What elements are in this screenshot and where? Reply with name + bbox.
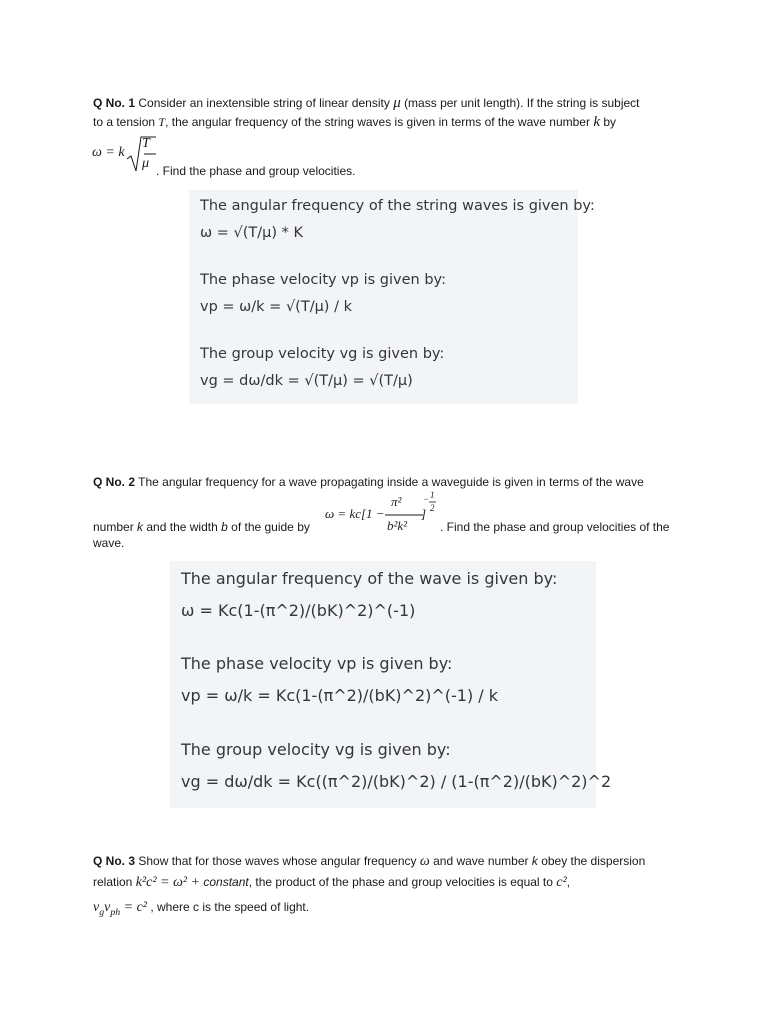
- q3-text-b: and wave number: [433, 854, 529, 868]
- q1-k: k: [593, 114, 600, 130]
- q3-relation: k²c² = ω² +: [135, 875, 201, 890]
- q3-equation: [93, 900, 147, 918]
- q1-answer-line3: The phase velocity vp is given by:: [200, 272, 446, 288]
- q1-line1: [93, 94, 640, 112]
- q2-line2-c: of the guide by: [231, 520, 310, 534]
- q1-answer-line6: vg = dω/dk = √(T/μ) = √(T/μ): [200, 373, 413, 389]
- q3-line1: [93, 852, 645, 871]
- q3-line3: [93, 898, 309, 922]
- q3-eq-sub1: g: [99, 906, 105, 918]
- q2-eq-num: π²: [391, 494, 402, 509]
- q2-eq-den: b²k²: [387, 518, 408, 533]
- q2-equation: [325, 490, 445, 535]
- q1-line2-b: , the angular frequency of the string waves is given in terms of the wave number: [165, 115, 590, 129]
- q2-answer-line6: vg = dω/dk = Kc((π^2)/(bK)^2) / (1-(π^2)/(bK)^2)^2: [181, 772, 612, 791]
- q2-answer-line1: The angular frequency of the wave is given by:: [181, 569, 558, 588]
- q2-answer-line2: ω = Kc(1-(π^2)/(bK)^2)^(-1): [181, 601, 416, 620]
- q1-answer-line2: ω = √(T/μ) * K: [200, 225, 304, 241]
- q1-mu: μ: [393, 95, 401, 111]
- q2-answer-line3: The phase velocity vp is given by:: [181, 654, 453, 673]
- q2-eq-rhs: ]: [421, 506, 427, 521]
- q1-label: Q No. 1: [93, 96, 136, 110]
- q2-answer-line5: The group velocity vg is given by:: [181, 740, 451, 759]
- q2-answer-box: [170, 561, 612, 808]
- sqrt-symbol: [126, 135, 156, 175]
- q3-text-a: Show that for those waves whose angular frequency: [138, 854, 417, 868]
- q1-answer-line4: vp = ω/k = √(T/μ) / k: [200, 299, 352, 315]
- q2-line2-a: number: [93, 520, 134, 534]
- q1-answer-box: [189, 190, 595, 404]
- q1-equation: [92, 135, 162, 175]
- q2-line3: wave.: [93, 536, 125, 550]
- q3-label: Q No. 3: [93, 854, 136, 868]
- q1-after-eq: . Find the phase and group velocities.: [156, 164, 356, 178]
- q2-text-a: The angular frequency for a wave propagating inside a waveguide is given in terms of the wave: [138, 475, 644, 489]
- q3-after-eq: , where c is the speed of light.: [150, 900, 310, 914]
- q3-line2-b: , the product of the phase and group velocities is equal to: [248, 875, 553, 889]
- q2-after-eq: . Find the phase and group velocities of the: [440, 520, 670, 534]
- q3-omega: ω: [419, 854, 430, 869]
- q1-answer-line5: The group velocity vg is given by:: [200, 346, 445, 362]
- q1-answer-line1: The angular frequency of the string waves is given by:: [200, 198, 595, 214]
- q2-k: k: [137, 520, 144, 534]
- q2-b: b: [221, 520, 228, 534]
- q3-text-c: obey the dispersion: [541, 854, 646, 868]
- q1-text-a: Consider an inextensible string of linear density: [138, 96, 390, 110]
- q3-line2: [93, 873, 570, 892]
- q3-eq-v1: v: [93, 900, 100, 915]
- q3-eq-rhs: = c²: [120, 900, 147, 915]
- q2-eq-exp-sign: −: [423, 494, 430, 504]
- q2-line1: [93, 473, 644, 491]
- q1-text-b: (mass per unit length). If the string is subject: [404, 96, 640, 110]
- q1-line2: [93, 113, 616, 131]
- q2-line2-left: [93, 518, 310, 536]
- q1-line2-c: by: [603, 115, 617, 129]
- q1-eq-num: T: [142, 136, 150, 151]
- q2-line2-b: and the width: [146, 520, 218, 534]
- q3-eq-sub2: ph: [110, 906, 121, 918]
- q1-eq-den: μ: [142, 156, 150, 171]
- q2-eq-exp-den: 2: [430, 503, 435, 513]
- q2-eq-lhs: ω = kc[1 −: [325, 506, 385, 521]
- q2-eq-exp-num: 1: [430, 490, 435, 500]
- q3-line2-a: relation: [93, 875, 133, 889]
- q3-k: k: [531, 854, 538, 868]
- q3-line2-c: ,: [566, 875, 571, 889]
- q3-eq-v2: v: [104, 900, 111, 915]
- q1-eq-lhs: ω = k: [92, 145, 125, 160]
- q1-T: T: [158, 115, 166, 129]
- q2-label: Q No. 2: [93, 475, 136, 489]
- q2-answer-line4: vp = ω/k = Kc(1-(π^2)/(bK)^2)^(-1) / k: [181, 686, 499, 705]
- q1-line2-a: to a tension: [93, 115, 156, 129]
- q3-c2: c²: [556, 875, 567, 890]
- q3-constant: constant: [203, 875, 249, 889]
